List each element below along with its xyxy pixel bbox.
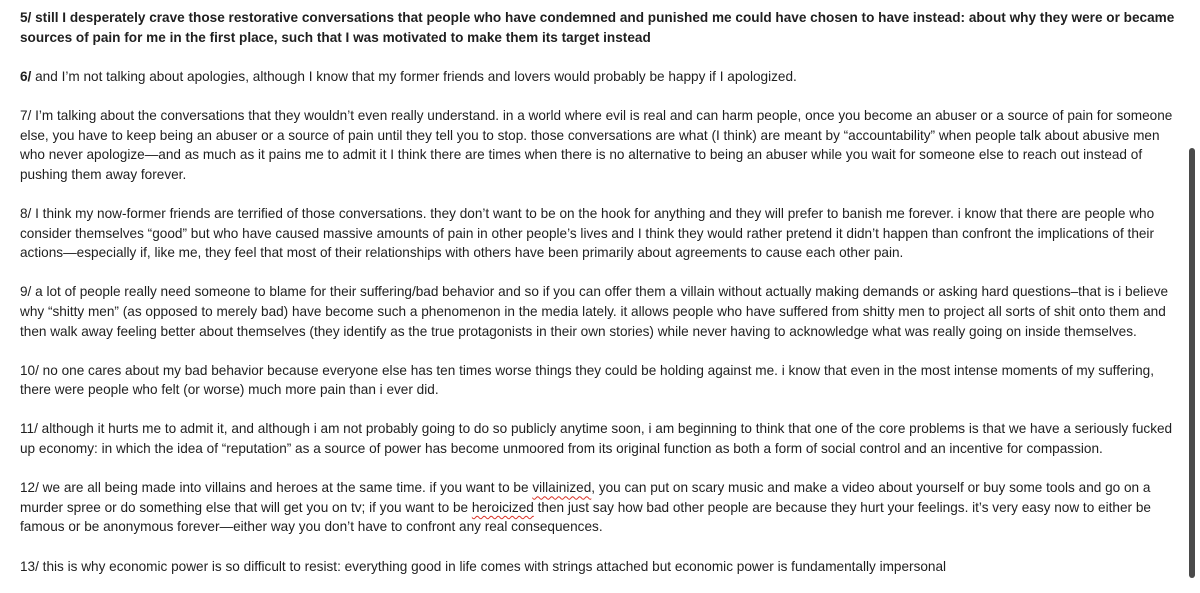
- paragraph-12-part-b: , you can put on scary music and make a video about yourself or buy some tools and go on a murder spree or do something else that will get you on tv; if you want to be: [20, 480, 1151, 515]
- paragraph-11: 11/ although it hurts me to admit it, and although i am not probably going to do so publicly anytime soon, i am beginning to think that one of the core problems is that we have a seriously fucked up economy: in which the idea of “reputation” as a source of power has become unmoored from its original function as both a form of social control and an incentive for compassion.: [20, 421, 1173, 457]
- paragraph-12: [20, 478, 1188, 537]
- document-body[interactable]: [20, 8, 1188, 593]
- paragraph-7: 7/ I’m talking about the conversations that they wouldn’t even really understand. in a world where evil is real and can harm people, once you become an abuser or a source of pain for someone else, you have to keep being an abuser or a source of pain until they tell you to stop. those conversations are what (I think) are meant by “accountability” when people talk about abusive men who never apologize—and as much as it pains me to admit it I think there are times when there is no alternative to being an abuser while you wait for someone else to reach out instead of pushing them away forever.: [20, 107, 1173, 182]
- paragraph-6: [20, 67, 1188, 87]
- paragraph-6-number: 6/: [20, 68, 32, 84]
- paragraph-12-part-c: then just say how bad other people are because they hurt your feelings. it’s very easy now to either be famous or be anonymous forever—either way you don’t have to confront any real consequences.: [20, 499, 1151, 535]
- paragraph-5: 5/ still I desperately crave those restorative conversations that people who have condemned and punished me could have chosen to have instead: about why they were or became sources of pain for me in the first place, such that I was motivated to make them its target instead: [20, 10, 1175, 45]
- vertical-scrollbar[interactable]: [1186, 0, 1200, 593]
- scrollbar-thumb[interactable]: [1189, 148, 1195, 578]
- paragraph-10: 10/ no one cares about my bad behavior because everyone else has ten times worse things they could be holding against me. i know that even in the most intense moments of my suffering, there were people who felt (or worse) much more pain than i ever did.: [20, 362, 1154, 398]
- misspelled-word-heroicized[interactable]: heroicized: [471, 499, 534, 515]
- paragraph-12-part-a: 12/ we are all being made into villains and heroes at the same time. if you want to be: [20, 480, 533, 496]
- paragraph-8: 8/ I think my now-former friends are terrified of those conversations. they don’t want to be on the hook for anything and they will prefer to banish me forever. i know that there are people who consider themselves “good” but who have caused massive amounts of pain in other people’s lives and I think they would rather pretend it didn’t happen than confront the implications of their actions—especially if, like me, they feel that most of their relationships with others have been primarily about agreements to cause each other pain.: [20, 205, 1155, 261]
- paragraph-13: 13/ this is why economic power is so difficult to resist: everything good in life comes with strings attached but economic power is fundamentally impersonal: [20, 558, 947, 574]
- paragraph-6-text: and I’m not talking about apologies, although I know that my former friends and lovers would probably be happy if I apologized.: [31, 68, 797, 84]
- paragraph-9: 9/ a lot of people really need someone to blame for their suffering/bad behavior and so if you can offer them a villain without actually making demands or asking hard questions–that is i believe why “shitty men” (as opposed to merely bad) have become such a phenomenon in the media lately. it allows people who have suffered from shitty men to project all sorts of shit onto them and then walk away feeling better about themselves (they identify as the true protagonists in their own stories) while never having to acknowledge what was really going on inside themselves.: [20, 284, 1169, 339]
- misspelled-word-villainized[interactable]: villainized: [532, 480, 592, 496]
